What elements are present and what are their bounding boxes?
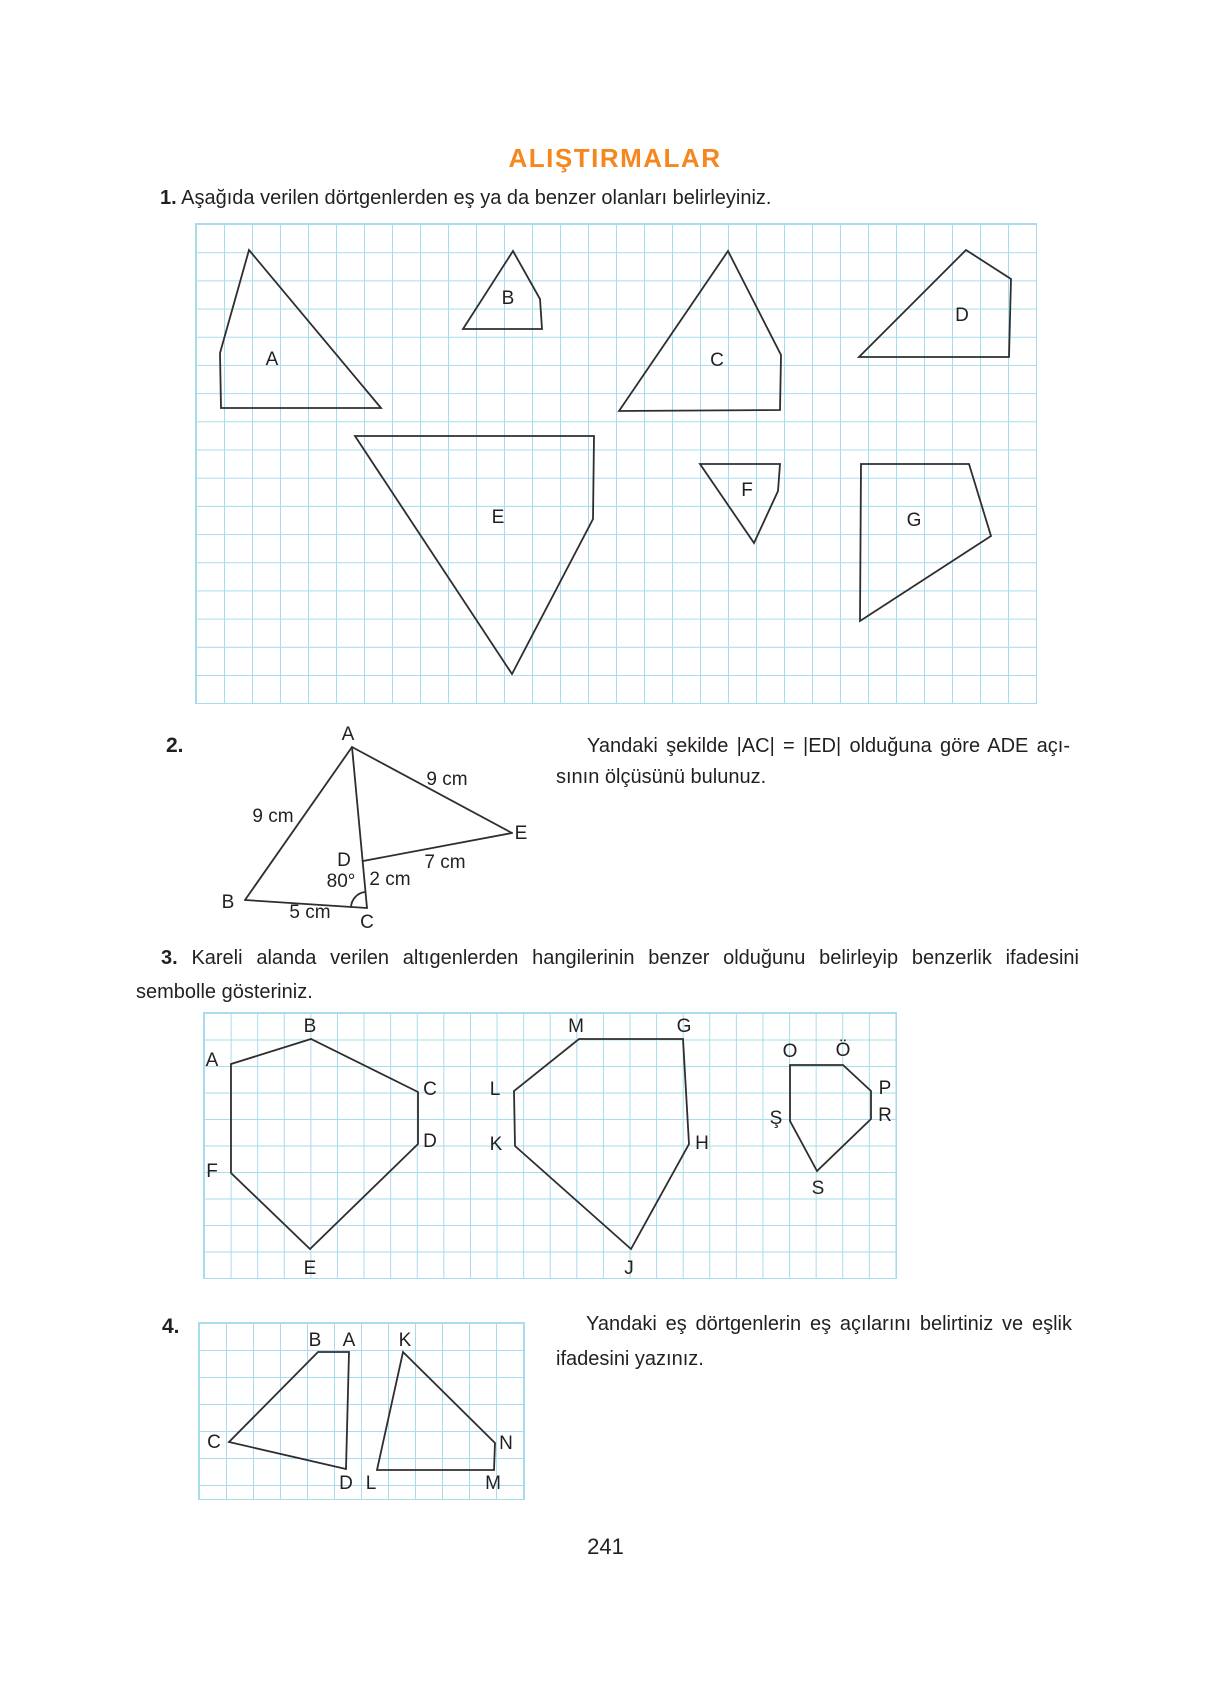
exercise2-line1: Yandaki şekilde |AC| = |ED| olduğuna göre ADE açı- (587, 735, 1070, 757)
angle-arc-0 (351, 892, 365, 907)
label-Ö: Ö (835, 1040, 851, 1061)
label-D: D (423, 1131, 437, 1152)
label-H: H (695, 1133, 709, 1154)
label-9 cm: 9 cm (426, 769, 468, 790)
label-E: E (303, 1258, 317, 1278)
label-F: F (741, 480, 753, 501)
hexagon-ABCDEF (231, 1039, 418, 1249)
quadrilateral-BADC (229, 1352, 349, 1469)
label-C: C (710, 350, 724, 371)
label-G: G (676, 1016, 692, 1037)
segment-3 (352, 747, 512, 833)
label-N: N (499, 1433, 513, 1454)
label-M: M (568, 1016, 584, 1037)
label-L: L (365, 1473, 377, 1494)
label-C: C (207, 1432, 221, 1453)
exercise3-figure (204, 1013, 896, 1278)
exercise1-figure (196, 224, 1036, 703)
quadrilateral-E (355, 436, 594, 674)
label-Ş: Ş (769, 1108, 783, 1129)
quadrilateral-C (619, 251, 781, 411)
hexagon-MGHJKL (514, 1039, 689, 1249)
exercise2-number: 2. (166, 734, 184, 757)
exercise1-text (136, 186, 1079, 210)
exercise2-line2: sının ölçüsünü bulunuz. (556, 766, 767, 788)
exercise2-figure (210, 720, 540, 935)
label-D: D (955, 305, 969, 326)
exercise3-grid-area (203, 1012, 897, 1279)
label-K: K (489, 1134, 503, 1155)
label-A: A (341, 724, 355, 745)
quadrilateral-D (859, 250, 1011, 357)
label-D: D (339, 1473, 353, 1494)
label-A: A (205, 1050, 219, 1071)
exercise3-line2: sembolle gösteriniz. (136, 981, 313, 1003)
label-D: D (337, 850, 351, 871)
label-B: B (501, 288, 515, 309)
label-2 cm: 2 cm (369, 869, 411, 890)
quadrilateral-G (860, 464, 991, 621)
label-F: F (206, 1161, 218, 1182)
label-C: C (423, 1079, 437, 1100)
label-B: B (221, 892, 235, 913)
quadrilateral-KNML (377, 1352, 495, 1470)
quadrilateral-F (700, 464, 780, 543)
label-B: B (308, 1330, 322, 1351)
label-R: R (878, 1105, 892, 1126)
label-L: L (489, 1079, 501, 1100)
exercise4-line1: Yandaki eş dörtgenlerin eş açılarını belirtiniz ve eşlik (586, 1313, 1072, 1335)
label-K: K (398, 1330, 412, 1351)
label-7 cm: 7 cm (424, 852, 466, 873)
label-S: S (811, 1178, 825, 1199)
exercise3-text (136, 941, 1079, 1009)
label-G: G (906, 510, 922, 531)
quadrilateral-A (220, 250, 381, 408)
hexagon-OOPRSS (790, 1065, 871, 1171)
label-E: E (514, 823, 528, 844)
label-B: B (303, 1016, 317, 1037)
label-5 cm: 5 cm (289, 902, 331, 923)
exercise4-line2: ifadesini yazınız. (556, 1348, 704, 1370)
exercise3-number: 3. (161, 947, 178, 969)
exercise4-text (556, 1307, 1072, 1377)
label-C: C (360, 912, 374, 933)
exercise1-grid-area (195, 223, 1037, 704)
exercise1-number: 1. (160, 187, 177, 209)
label-80°: 80° (326, 871, 356, 892)
page-number: 241 (587, 1534, 624, 1559)
label-A: A (265, 349, 279, 370)
label-P: P (878, 1078, 892, 1099)
label-M: M (485, 1473, 501, 1494)
exercise1-statement: Aşağıda verilen dörtgenlerden eş ya da benzer olanları belirleyiniz. (181, 187, 772, 209)
label-E: E (491, 507, 505, 528)
exercise4-grid-area (198, 1322, 525, 1500)
label-J: J (624, 1258, 634, 1278)
exercise4-figure (199, 1323, 524, 1499)
label-A: A (342, 1330, 356, 1351)
label-9 cm: 9 cm (252, 806, 294, 827)
exercise3-statement: Kareli alanda verilen altıgenlerden hangilerinin benzer olduğunu belirleyip benzerlik ifadesini (191, 947, 1079, 969)
label-O: O (782, 1041, 798, 1062)
exercise2-text (556, 731, 1070, 793)
page-title: ALIŞTIRMALAR (508, 143, 722, 173)
exercise4-number: 4. (162, 1315, 180, 1338)
exercise3-line1 (136, 941, 1079, 975)
